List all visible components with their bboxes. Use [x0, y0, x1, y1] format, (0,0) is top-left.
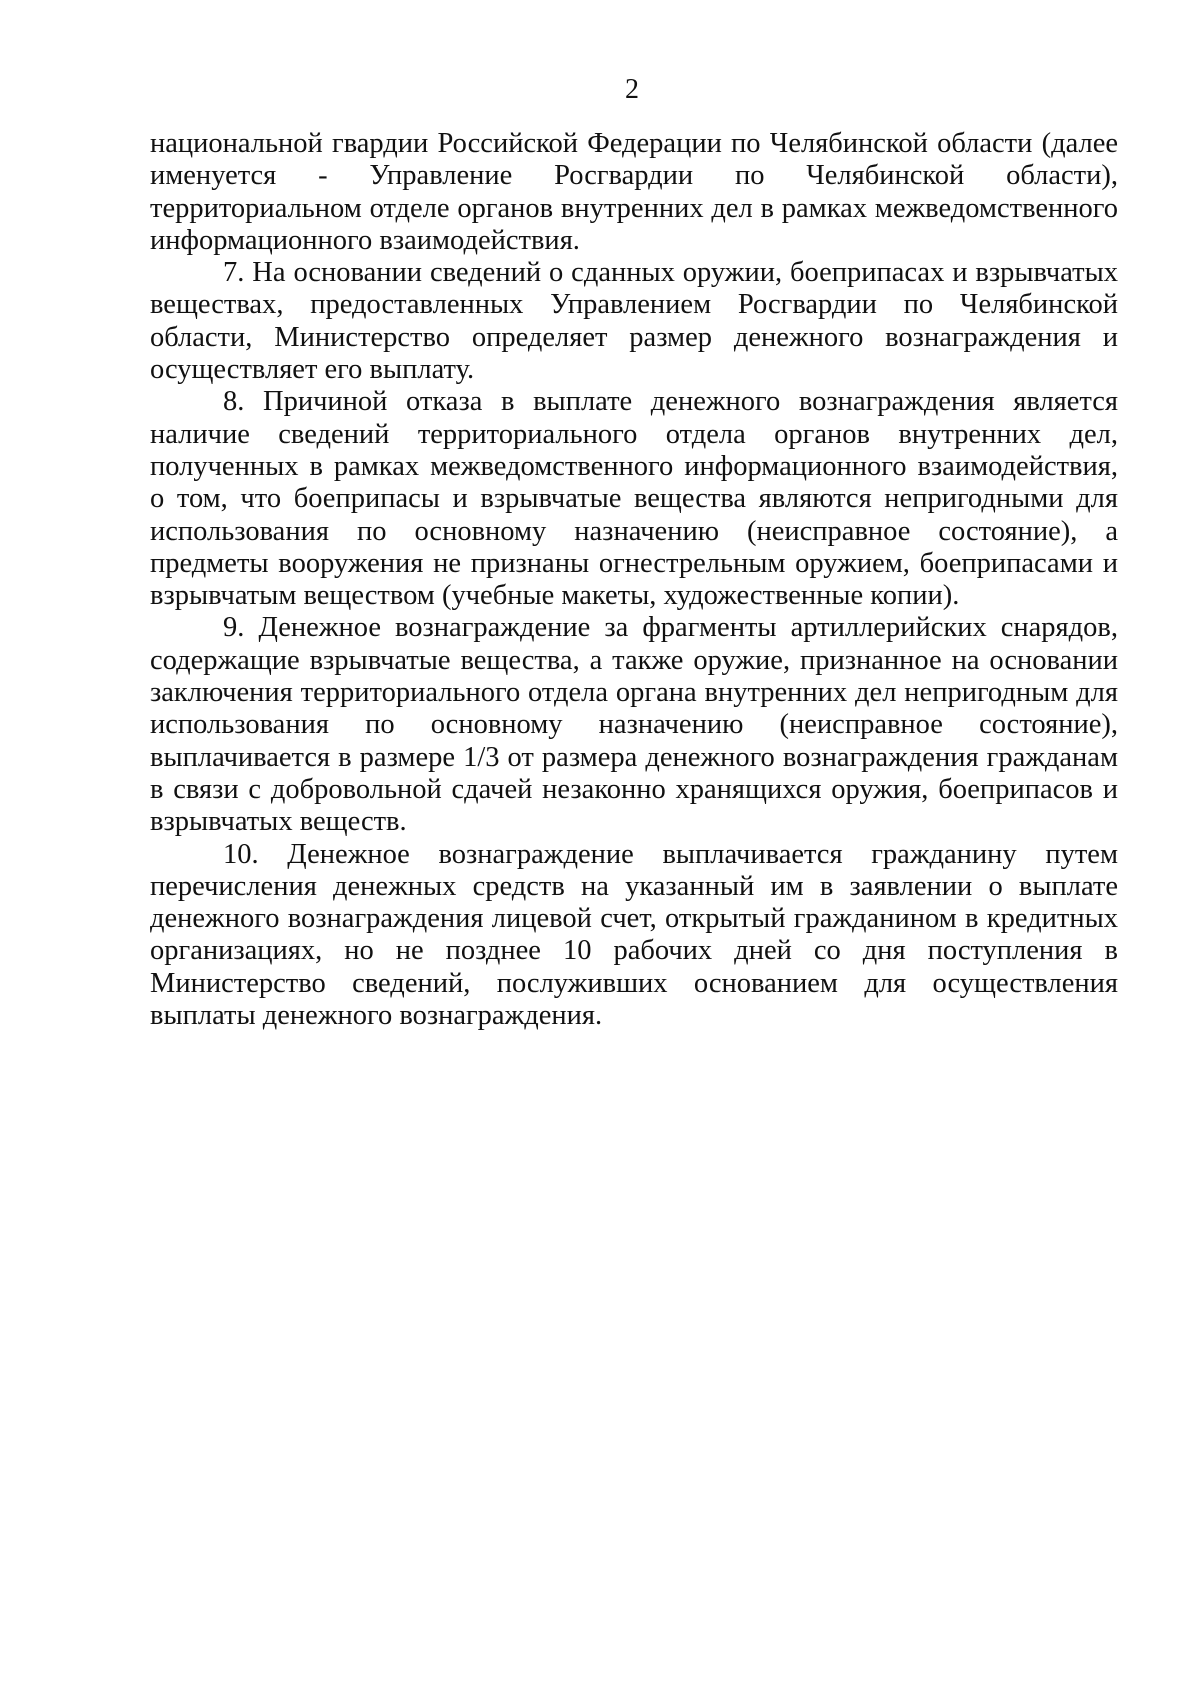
document-body: [150, 128, 1118, 1032]
paragraph-continuation: национальной гвардии Российской Федерации по Челябинской области (далее именуется - Управление Росгвардии по Челябинской области), территориальном отделе органов внутренних дел в рамках межведомственного информационного взаимодействия.: [150, 128, 1118, 256]
paragraph-7: 7. На основании сведений о сданных оружии, боеприпасах и взрывчатых веществах, предоставленных Управлением Росгвардии по Челябинской области, Министерство определяет размер денежного вознаграждения и осуществляет его выплату.: [150, 257, 1118, 386]
page-number: 2: [625, 74, 639, 105]
paragraph-10: 10. Денежное вознаграждение выплачивается гражданину путем перечисления денежных средств на указанный им в заявлении о выплате денежного вознаграждения лицевой счет, открытый гражданином в кредитных организациях, но не позднее 10 рабочих дней со дня поступления в Министерство сведений, послуживших основанием для осуществления выплаты денежного вознаграждения.: [150, 838, 1118, 1032]
paragraph-8: 8. Причиной отказа в выплате денежного вознаграждения является наличие сведений территориального отдела органов внутренних дел, полученных в рамках межведомственного информационного взаимодействия, о том, что боеприпасы и взрывчатые вещества являются непригодными для использования по основному назначению (неисправное состояние), а предметы вооружения не признаны огнестрельным оружием, боеприпасами и взрывчатым веществом (учебные макеты, художественные копии).: [150, 386, 1118, 612]
paragraph-9: 9. Денежное вознаграждение за фрагменты артиллерийских снарядов, содержащие взрывчатые вещества, а также оружие, признанное на основании заключения территориального отдела органа внутренних дел непригодным для использования по основному назначению (неисправное состояние), выплачивается в размере 1/3 от размера денежного вознаграждения гражданам в связи с добровольной сдачей незаконно хранящихся оружия, боеприпасов и взрывчатых веществ.: [150, 612, 1118, 838]
